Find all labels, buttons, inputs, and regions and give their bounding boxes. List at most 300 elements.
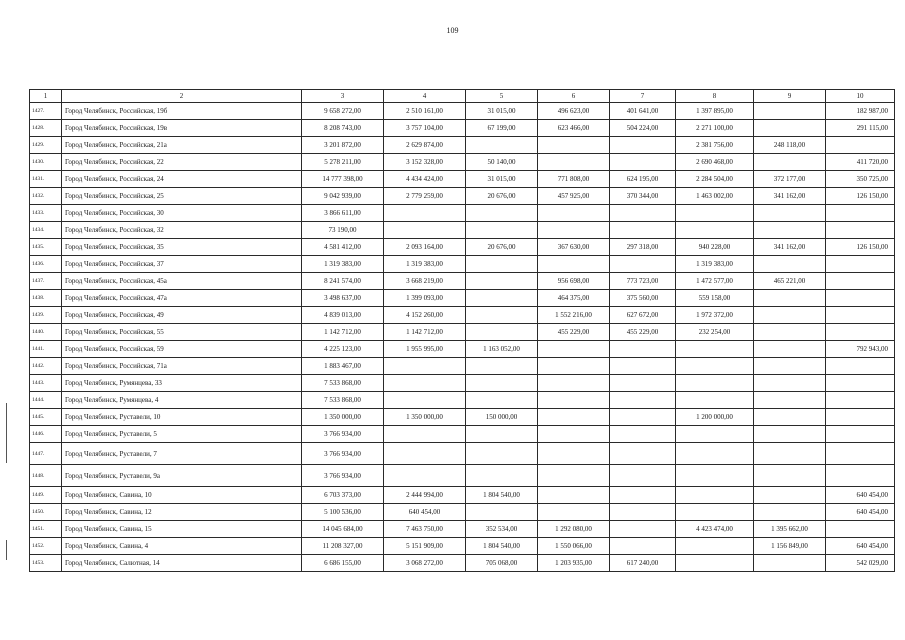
amount-cell: 3 201 872,00	[302, 137, 384, 154]
amount-cell: 4 152 260,00	[384, 307, 466, 324]
amount-cell	[610, 521, 676, 538]
amount-cell	[538, 205, 610, 222]
amount-cell	[610, 375, 676, 392]
amount-cell: 1 163 052,00	[466, 341, 538, 358]
amount-cell	[610, 341, 676, 358]
amount-cell	[676, 443, 754, 465]
amount-cell: 6 703 373,00	[302, 487, 384, 504]
amount-cell	[466, 324, 538, 341]
amount-cell: 773 723,00	[610, 273, 676, 290]
amount-cell	[538, 465, 610, 487]
amount-cell: 1 142 712,00	[302, 324, 384, 341]
amount-cell	[538, 358, 610, 375]
amount-cell: 2 444 994,00	[384, 487, 466, 504]
amount-cell	[466, 222, 538, 239]
amount-cell: 640 454,00	[384, 504, 466, 521]
amount-cell	[466, 392, 538, 409]
amount-cell: 401 641,00	[610, 103, 676, 120]
amount-cell	[466, 256, 538, 273]
amount-cell	[826, 392, 895, 409]
amount-cell: 1 350 000,00	[384, 409, 466, 426]
amount-cell: 50 140,00	[466, 154, 538, 171]
amount-cell: 341 162,00	[754, 188, 826, 205]
header-row	[30, 90, 895, 103]
amount-cell	[384, 222, 466, 239]
amount-cell	[538, 409, 610, 426]
amount-cell	[538, 443, 610, 465]
amount-cell	[538, 341, 610, 358]
row-number: 1429.	[30, 137, 62, 154]
amount-cell: 4 225 123,00	[302, 341, 384, 358]
amount-cell	[754, 358, 826, 375]
table-row	[30, 103, 895, 120]
amount-cell	[610, 137, 676, 154]
amount-cell: 182 987,00	[826, 103, 895, 120]
address-cell: Город Челябинск, Румянцева, 33	[62, 375, 302, 392]
amount-cell: 9 658 272,00	[302, 103, 384, 120]
amount-cell: 623 466,00	[538, 120, 610, 137]
table-row	[30, 521, 895, 538]
amount-cell	[610, 487, 676, 504]
amount-cell: 1 292 080,00	[538, 521, 610, 538]
amount-cell	[676, 375, 754, 392]
amount-cell: 1 804 540,00	[466, 538, 538, 555]
amount-cell	[610, 426, 676, 443]
amount-cell: 617 240,00	[610, 555, 676, 572]
amount-cell	[676, 426, 754, 443]
row-number: 1434.	[30, 222, 62, 239]
amount-cell: 3 757 104,00	[384, 120, 466, 137]
amount-cell: 31 015,00	[466, 103, 538, 120]
amount-cell	[466, 358, 538, 375]
amount-cell: 705 068,00	[466, 555, 538, 572]
table-row	[30, 188, 895, 205]
amount-cell: 291 115,00	[826, 120, 895, 137]
address-cell: Город Челябинск, Российская, 25	[62, 188, 302, 205]
amount-cell	[826, 443, 895, 465]
amount-cell	[466, 273, 538, 290]
amount-cell: 2 629 874,00	[384, 137, 466, 154]
amount-cell	[754, 205, 826, 222]
amount-cell	[610, 205, 676, 222]
amount-cell: 2 779 259,00	[384, 188, 466, 205]
row-number: 1450.	[30, 504, 62, 521]
amount-cell: 2 510 161,00	[384, 103, 466, 120]
amount-cell: 341 162,00	[754, 239, 826, 256]
row-number: 1452.	[30, 538, 62, 555]
table-row	[30, 205, 895, 222]
address-cell: Город Челябинск, Российская, 30	[62, 205, 302, 222]
amount-cell: 411 720,00	[826, 154, 895, 171]
table-row	[30, 465, 895, 487]
amount-cell: 1 397 895,00	[676, 103, 754, 120]
amount-cell: 1 804 540,00	[466, 487, 538, 504]
column-header: 10	[826, 90, 895, 103]
column-header: 4	[384, 90, 466, 103]
row-number: 1446.	[30, 426, 62, 443]
row-number: 1445.	[30, 409, 62, 426]
amount-cell: 1 142 712,00	[384, 324, 466, 341]
column-header: 2	[62, 90, 302, 103]
amount-cell	[676, 222, 754, 239]
amount-cell: 465 221,00	[754, 273, 826, 290]
address-cell: Город Челябинск, Савина, 10	[62, 487, 302, 504]
amount-cell: 496 623,00	[538, 103, 610, 120]
amount-cell	[754, 465, 826, 487]
amount-cell	[826, 256, 895, 273]
amount-cell	[676, 555, 754, 572]
amount-cell	[466, 205, 538, 222]
amount-cell	[384, 426, 466, 443]
amount-cell	[676, 205, 754, 222]
amount-cell	[826, 409, 895, 426]
amount-cell	[610, 256, 676, 273]
amount-cell	[754, 504, 826, 521]
amount-cell	[466, 443, 538, 465]
amount-cell	[610, 222, 676, 239]
amount-cell: 248 118,00	[754, 137, 826, 154]
address-cell: Город Челябинск, Российская, 55	[62, 324, 302, 341]
amount-cell	[610, 465, 676, 487]
amount-cell: 640 454,00	[826, 538, 895, 555]
address-cell: Город Челябинск, Румянцева, 4	[62, 392, 302, 409]
amount-cell: 5 100 536,00	[302, 504, 384, 521]
address-cell: Город Челябинск, Савина, 15	[62, 521, 302, 538]
table-row	[30, 324, 895, 341]
amount-cell	[826, 375, 895, 392]
amount-cell: 7 533 868,00	[302, 392, 384, 409]
amount-cell	[826, 358, 895, 375]
amount-cell	[826, 324, 895, 341]
address-cell: Город Челябинск, Российская, 47а	[62, 290, 302, 307]
table-row	[30, 239, 895, 256]
table-row	[30, 341, 895, 358]
amount-cell: 457 925,00	[538, 188, 610, 205]
row-number: 1435.	[30, 239, 62, 256]
amount-cell	[610, 443, 676, 465]
table-row	[30, 171, 895, 188]
amount-cell	[754, 555, 826, 572]
amount-cell: 3 498 637,00	[302, 290, 384, 307]
amount-cell: 20 676,00	[466, 239, 538, 256]
amount-cell: 4 423 474,00	[676, 521, 754, 538]
amount-cell: 8 208 743,00	[302, 120, 384, 137]
table-row	[30, 137, 895, 154]
amount-cell: 350 725,00	[826, 171, 895, 188]
amount-cell: 1 319 383,00	[302, 256, 384, 273]
address-cell: Город Челябинск, Российская, 19б	[62, 103, 302, 120]
amount-cell: 4 581 412,00	[302, 239, 384, 256]
address-cell: Город Челябинск, Российская, 45а	[62, 273, 302, 290]
address-cell: Город Челябинск, Руставели, 7	[62, 443, 302, 465]
amount-cell	[754, 256, 826, 273]
amount-cell	[384, 443, 466, 465]
amount-cell: 627 672,00	[610, 307, 676, 324]
amount-cell	[538, 504, 610, 521]
amount-cell	[466, 465, 538, 487]
amount-cell: 126 150,00	[826, 188, 895, 205]
amount-cell: 1 395 662,00	[754, 521, 826, 538]
amount-cell	[754, 154, 826, 171]
amount-cell: 150 000,00	[466, 409, 538, 426]
amount-cell: 3 766 934,00	[302, 465, 384, 487]
amount-cell	[538, 222, 610, 239]
amount-cell	[384, 205, 466, 222]
amount-cell	[676, 487, 754, 504]
amount-cell: 464 375,00	[538, 290, 610, 307]
amount-cell: 455 229,00	[610, 324, 676, 341]
address-cell: Город Челябинск, Российская, 24	[62, 171, 302, 188]
amount-cell	[610, 392, 676, 409]
row-number: 1451.	[30, 521, 62, 538]
amount-cell	[384, 465, 466, 487]
amount-cell	[538, 392, 610, 409]
amount-cell: 3 152 328,00	[384, 154, 466, 171]
amount-cell	[826, 137, 895, 154]
amount-cell	[754, 375, 826, 392]
amount-cell: 1 552 216,00	[538, 307, 610, 324]
amount-cell: 1 472 577,00	[676, 273, 754, 290]
amount-cell: 126 150,00	[826, 239, 895, 256]
amount-cell: 14 045 684,00	[302, 521, 384, 538]
amount-cell	[676, 358, 754, 375]
amount-cell	[754, 443, 826, 465]
amount-cell: 1 955 995,00	[384, 341, 466, 358]
row-number: 1431.	[30, 171, 62, 188]
row-number: 1439.	[30, 307, 62, 324]
amount-cell: 1 550 066,00	[538, 538, 610, 555]
amount-cell: 956 698,00	[538, 273, 610, 290]
amount-cell	[754, 409, 826, 426]
amount-cell: 2 271 100,00	[676, 120, 754, 137]
amount-cell	[754, 222, 826, 239]
amount-cell	[676, 465, 754, 487]
margin-mark	[6, 540, 7, 560]
address-cell: Город Челябинск, Российская, 59	[62, 341, 302, 358]
amount-cell: 1 350 000,00	[302, 409, 384, 426]
amount-cell: 1 200 000,00	[676, 409, 754, 426]
amount-cell: 2 093 164,00	[384, 239, 466, 256]
amount-cell: 5 278 211,00	[302, 154, 384, 171]
amount-cell	[754, 392, 826, 409]
amount-cell	[538, 426, 610, 443]
amount-cell: 1 972 372,00	[676, 307, 754, 324]
row-number: 1453.	[30, 555, 62, 572]
table-row	[30, 555, 895, 572]
address-cell: Город Челябинск, Салютная, 14	[62, 555, 302, 572]
table-row	[30, 426, 895, 443]
table-row	[30, 443, 895, 465]
row-number: 1441.	[30, 341, 62, 358]
amount-cell	[826, 273, 895, 290]
column-header: 7	[610, 90, 676, 103]
amount-cell: 792 943,00	[826, 341, 895, 358]
table-row	[30, 487, 895, 504]
amount-cell: 372 177,00	[754, 171, 826, 188]
amount-cell: 1 319 383,00	[384, 256, 466, 273]
amount-cell: 1 203 935,00	[538, 555, 610, 572]
amount-cell	[754, 324, 826, 341]
amount-cell	[610, 409, 676, 426]
row-number: 1444.	[30, 392, 62, 409]
amount-cell: 31 015,00	[466, 171, 538, 188]
amount-cell: 297 318,00	[610, 239, 676, 256]
column-header: 5	[466, 90, 538, 103]
amount-cell: 640 454,00	[826, 487, 895, 504]
column-header: 8	[676, 90, 754, 103]
table-row	[30, 307, 895, 324]
amount-cell: 7 463 750,00	[384, 521, 466, 538]
amount-cell: 14 777 398,00	[302, 171, 384, 188]
amount-cell: 640 454,00	[826, 504, 895, 521]
table-row	[30, 538, 895, 555]
amount-cell	[466, 426, 538, 443]
amount-cell	[466, 290, 538, 307]
amount-cell: 20 676,00	[466, 188, 538, 205]
column-header: 3	[302, 90, 384, 103]
amount-cell: 2 284 504,00	[676, 171, 754, 188]
row-number: 1448.	[30, 465, 62, 487]
amount-cell: 4 839 013,00	[302, 307, 384, 324]
amount-cell: 1 463 002,00	[676, 188, 754, 205]
address-cell: Город Челябинск, Российская, 19в	[62, 120, 302, 137]
address-cell: Город Челябинск, Руставели, 9а	[62, 465, 302, 487]
column-header: 1	[30, 90, 62, 103]
table-row	[30, 392, 895, 409]
amount-cell	[466, 375, 538, 392]
address-cell: Город Челябинск, Руставели, 5	[62, 426, 302, 443]
row-number: 1447.	[30, 443, 62, 465]
amount-cell: 232 254,00	[676, 324, 754, 341]
amount-cell	[754, 307, 826, 324]
address-cell: Город Челябинск, Российская, 71а	[62, 358, 302, 375]
amount-cell: 504 224,00	[610, 120, 676, 137]
amount-cell	[538, 154, 610, 171]
amount-cell: 3 766 934,00	[302, 443, 384, 465]
row-number: 1440.	[30, 324, 62, 341]
table-row	[30, 504, 895, 521]
amount-cell	[754, 426, 826, 443]
table-row	[30, 154, 895, 171]
amount-cell	[610, 154, 676, 171]
data-table	[29, 89, 895, 572]
column-header: 6	[538, 90, 610, 103]
amount-cell: 3 068 272,00	[384, 555, 466, 572]
column-header: 9	[754, 90, 826, 103]
amount-cell: 9 042 939,00	[302, 188, 384, 205]
amount-cell	[466, 137, 538, 154]
amount-cell	[754, 290, 826, 307]
amount-cell	[384, 392, 466, 409]
page-number: 109	[446, 26, 459, 35]
address-cell: Город Челябинск, Российская, 32	[62, 222, 302, 239]
amount-cell: 7 533 868,00	[302, 375, 384, 392]
amount-cell: 11 208 327,00	[302, 538, 384, 555]
amount-cell	[466, 504, 538, 521]
amount-cell: 1 319 383,00	[676, 256, 754, 273]
amount-cell	[538, 487, 610, 504]
table-row	[30, 375, 895, 392]
amount-cell: 1 399 093,00	[384, 290, 466, 307]
amount-cell: 624 195,00	[610, 171, 676, 188]
row-number: 1438.	[30, 290, 62, 307]
amount-cell	[826, 426, 895, 443]
table-row	[30, 358, 895, 375]
amount-cell: 3 766 934,00	[302, 426, 384, 443]
amount-cell: 2 690 468,00	[676, 154, 754, 171]
address-cell: Город Челябинск, Российская, 21а	[62, 137, 302, 154]
amount-cell	[676, 504, 754, 521]
amount-cell	[754, 103, 826, 120]
row-number: 1432.	[30, 188, 62, 205]
amount-cell: 352 534,00	[466, 521, 538, 538]
amount-cell	[676, 341, 754, 358]
amount-cell: 3 668 219,00	[384, 273, 466, 290]
row-number: 1430.	[30, 154, 62, 171]
amount-cell: 2 381 756,00	[676, 137, 754, 154]
row-number: 1443.	[30, 375, 62, 392]
amount-cell	[538, 256, 610, 273]
row-number: 1449.	[30, 487, 62, 504]
amount-cell	[676, 392, 754, 409]
amount-cell	[610, 358, 676, 375]
amount-cell	[754, 120, 826, 137]
amount-cell: 542 029,00	[826, 555, 895, 572]
amount-cell: 940 228,00	[676, 239, 754, 256]
row-number: 1436.	[30, 256, 62, 273]
amount-cell	[826, 222, 895, 239]
amount-cell: 67 199,00	[466, 120, 538, 137]
row-number: 1433.	[30, 205, 62, 222]
amount-cell	[538, 375, 610, 392]
amount-cell: 455 229,00	[538, 324, 610, 341]
row-number: 1427.	[30, 103, 62, 120]
table-row	[30, 273, 895, 290]
amount-cell: 5 151 909,00	[384, 538, 466, 555]
amount-cell	[676, 538, 754, 555]
row-number: 1442.	[30, 358, 62, 375]
amount-cell	[466, 307, 538, 324]
amount-cell: 771 808,00	[538, 171, 610, 188]
table-row	[30, 409, 895, 426]
amount-cell: 367 630,00	[538, 239, 610, 256]
amount-cell: 1 156 849,00	[754, 538, 826, 555]
amount-cell	[826, 465, 895, 487]
table-row	[30, 256, 895, 273]
address-cell: Город Челябинск, Российская, 37	[62, 256, 302, 273]
amount-cell: 4 434 424,00	[384, 171, 466, 188]
amount-cell: 8 241 574,00	[302, 273, 384, 290]
amount-cell: 1 883 467,00	[302, 358, 384, 375]
address-cell: Город Челябинск, Савина, 4	[62, 538, 302, 555]
amount-cell: 73 190,00	[302, 222, 384, 239]
amount-cell	[754, 487, 826, 504]
amount-cell	[610, 504, 676, 521]
address-cell: Город Челябинск, Российская, 35	[62, 239, 302, 256]
address-cell: Город Челябинск, Российская, 49	[62, 307, 302, 324]
row-number: 1428.	[30, 120, 62, 137]
row-number: 1437.	[30, 273, 62, 290]
amount-cell	[610, 538, 676, 555]
amount-cell	[826, 205, 895, 222]
amount-cell	[384, 358, 466, 375]
amount-cell	[826, 290, 895, 307]
address-cell: Город Челябинск, Руставели, 10	[62, 409, 302, 426]
table-row	[30, 290, 895, 307]
amount-cell: 559 158,00	[676, 290, 754, 307]
amount-cell	[538, 137, 610, 154]
table-row	[30, 222, 895, 239]
